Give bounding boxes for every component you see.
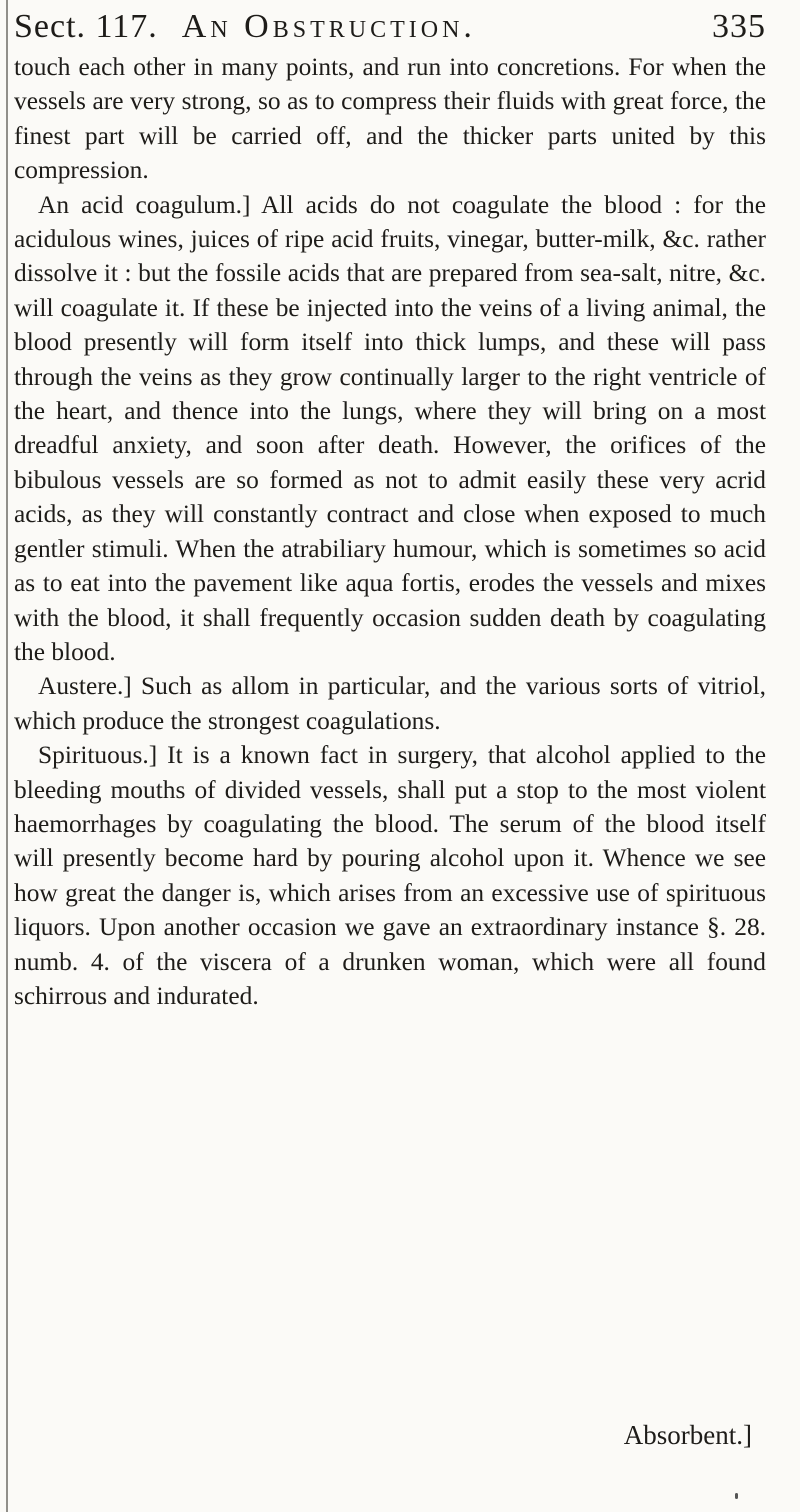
paragraph-2 [14,188,766,670]
ink-speck [735,1493,738,1499]
paragraph-1 [14,50,766,188]
body-text [14,50,766,1013]
catchword: Absorbent.] [623,1420,752,1450]
book-page [14,4,766,1013]
page-number: 335 [712,8,766,45]
paragraph-3-text: Such as allom in particular, and the various sorts of vitriol, which produce the strongest coagulations. [14,672,766,735]
paragraph-4 [14,738,766,1013]
running-title: An Obstruction. [181,8,476,45]
paragraph-4-text: It is a known fact in surgery, that alcohol applied to the bleeding mouths of divided vessels, shall put a stop to the most violent haemorrhages by coagulating the blood. The serum of the blood itself will presently become hard by pouring alcohol upon it. Whence we see how great the danger is, which arises from an excessive use of spirituous liquors. Upon another occasion we gave an extraordinary instance §. 28. numb. 4. of the viscera of a drunken woman, which were all found schirrous and indurated. [14,741,766,1010]
paragraph-1-text: touch each other in many points, and run into concretions. For when the vessels are very strong, so as to compress their fluids with great force, the finest part will be carried off, and the thicker parts united by this compression. [14,53,766,185]
section-number: Sect. 117. [14,8,158,45]
paragraph-4-lead: Spirituous.] [38,741,158,770]
paragraph-3-lead: Austere.] [38,672,132,701]
paragraph-3 [14,669,766,738]
paragraph-2-text: All acids do not coagulate the blood : for the acidulous wines, juices of ripe acid fruits, vinegar, butter-milk, &c. rather dissolve it : but the fossile acids that are prepared from sea-salt, nitre, &c. will coagulate it. If these be injected into the veins of a living animal, the blood presently will form itself into thick lumps, and these will pass through the veins as they grow continually larger to the right ventricle of the heart, and thence into the lungs, where they will bring on a most dreadful anxiety, and soon after death. However, the orifices of the bibulous vessels are so formed as not to admit easily these very acrid acids, as they will constantly contract and close when exposed to much gentler stimuli. When the atrabiliary humour, which is sometimes so acid as to eat into the pavement like aqua fortis, erodes the vessels and mixes with the blood, it shall frequently occasion sudden death by coagulating the blood. [14,190,766,666]
page-binding-edge [6,0,8,1512]
running-header [14,4,766,50]
paragraph-2-lead: An acid coagulum.] [38,190,251,219]
